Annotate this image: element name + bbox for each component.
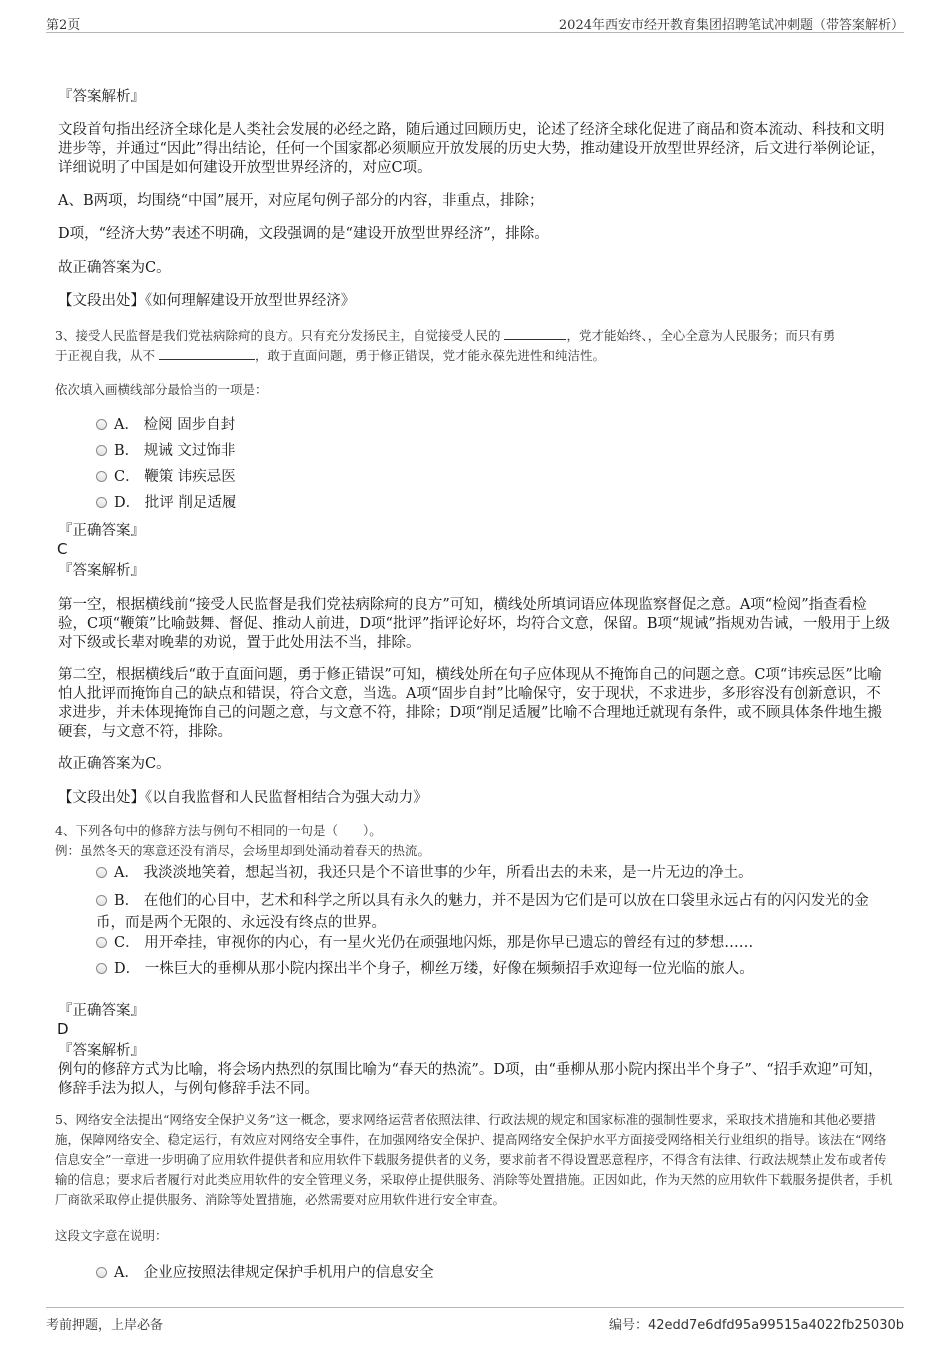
radio-icon[interactable] — [96, 419, 107, 430]
q5-prompt: 这段文字意在说明： — [55, 1228, 168, 1243]
q4-stem: 4、下列各句中的修辞方法与例句不相同的一句是（ ）。 — [55, 823, 382, 838]
q2-analysis-label: 『答案解析』 — [58, 89, 145, 105]
q3-analysis-p2: 第二空，根据横线后“敢于直面问题，勇于修正错误”可知，横线处所在句子应体现从不掩饰自己的问题之意。C项“讳疾忌医”比喻怕人批评而掩饰自己的缺点和错误，符合文意，当选。A项“固步自封”比喻保守，安于现状，不求进步，多形容没有创新意识，不求进步，并未体现掩饰自己的问题之意，与文意不符，排除；D项“削足适履”比喻不合理地迁就现有条件，或不顾具体条件地生搬硬套，与文意不符，排除。 — [58, 667, 882, 740]
radio-icon[interactable] — [96, 1267, 107, 1278]
q2-analysis-p3: D项，“经济大势”表述不明确，文段强调的是“建设开放型世界经济”，排除。 — [58, 226, 549, 242]
footer-slogan: 考前押题，上岸必备 — [46, 1318, 164, 1333]
radio-icon[interactable] — [96, 963, 107, 974]
q3-source: 【文段出处】《以自我监督和人民监督相结合为强大动力》 — [58, 790, 428, 806]
radio-icon[interactable] — [96, 867, 107, 878]
q2-answer-text: 故正确答案为C。 — [58, 260, 171, 276]
q3-stem: 3、接受人民监督是我们党祛病除疴的良方。只有充分发扬民主，自觉接受人民的 ，党才能始终、，全心全意为人民服务；而只有勇 于正视自我，从不 ，敢于直面问题，勇于修正错误，党才能永葆先进性和纯洁性。 — [55, 328, 836, 363]
q4-option-b[interactable]: B． 在他们的心目中，艺术和科学之所以具有永久的魅力，并不是因为它们是可以放在口袋里永远占有的闪闪发光的金币，而是两个无限的、永远没有终点的世界。 — [96, 893, 869, 931]
q3-option-a[interactable]: A． 检阅 固步自封 — [96, 414, 896, 436]
document-title: 2024年西安市经开教育集团招聘笔试冲刺题（带答案解析） — [558, 18, 904, 33]
q4-correct-label: 『正确答案』 — [58, 1003, 145, 1019]
q4-option-d[interactable]: D． 一株巨大的垂柳从那小院内探出半个身子，柳丝万缕，好像在频频招手欢迎每一位光临的旅人。 — [96, 958, 896, 980]
q4-example: 例：虽然冬天的寒意还没有消尽，会场里却到处涌动着春天的热流。 — [55, 843, 431, 858]
q3-prompt: 依次填入画横线部分最恰当的一项是： — [55, 382, 268, 397]
q3-option-b[interactable]: B． 规诫 文过饰非 — [96, 440, 896, 462]
blank-2 — [159, 347, 255, 360]
q3-correct-answer: C — [57, 540, 68, 558]
q4-analysis-p1: 例句的修辞方式为比喻，将会场内热烈的氛围比喻为“春天的热流”。D项，由“垂柳从那小院内探出半个身子”、“招手欢迎”可知，修辞手法为拟人，与例句修辞手法不同。 — [58, 1062, 883, 1097]
radio-icon[interactable] — [96, 895, 107, 906]
q4-correct-answer: D — [57, 1020, 69, 1038]
q3-option-d[interactable]: D． 批评 削足适履 — [96, 492, 896, 514]
radio-icon[interactable] — [96, 445, 107, 456]
q3-analysis-p1: 第一空，根据横线前“接受人民监督是我们党祛病除疴的良方”可知，横线处所填词语应体现监察督促之意。A项“检阅”指查看检验，C项“鞭策”比喻鼓舞、督促、推动人前进，D项“批评”指评论好坏，均符合文意，保留。B项“规诫”指规劝告诫，一般用于上级对下级或长辈对晚辈的劝说，置于此处用法不当，排除。 — [58, 597, 890, 651]
page-header — [46, 12, 904, 33]
blank-1 — [504, 327, 566, 340]
page-number: 第2页 — [46, 18, 81, 33]
q4-analysis-label: 『答案解析』 — [58, 1043, 145, 1059]
q3-option-c[interactable]: C． 鞭策 讳疾忌医 — [96, 466, 896, 488]
q3-correct-label: 『正确答案』 — [58, 523, 145, 539]
q2-source: 【文段出处】《如何理解建设开放型世界经济》 — [58, 293, 356, 309]
document-code: 编号：42edd7e6dfd95a99515a4022fb25030b — [608, 1318, 904, 1333]
q3-answer-text: 故正确答案为C。 — [58, 756, 171, 772]
page-footer — [46, 1307, 904, 1333]
q5-stem: 5、网络安全法提出“网络安全保护义务”这一概念，要求网络运营者依照法律、行政法规的规定和国家标准的强制性要求，采取技术措施和其他必要措施，保障网络安全、稳定运行，有效应对网络安全事件，在加强网络安全保护、提高网络安全保护水平方面接受网络相关行业组织的指导。该法在“网络信息安全”一章进一步明确了应用软件提供者和应用软件下载服务提供者的义务，要求前者不得设置恶意程序，不得含有法律、行政法规禁止发布或者传输的信息；要求后者履行对此类应用软件的安全管理义务，采取停止提供服务、消除等处置措施。正因如此，作为天然的应用软件下载服务提供者，手机厂商欲采取停止提供服务、消除等处置措施，必然需要对应用软件进行安全审查。 — [55, 1112, 893, 1207]
q4-option-a[interactable]: A． 我淡淡地笑着，想起当初，我还只是个不谙世事的少年，所看出去的未来，是一片无边的净土。 — [96, 862, 896, 884]
q2-analysis-p1: 文段首句指出经济全球化是人类社会发展的必经之路，随后通过回顾历史，论述了经济全球化促进了商品和资本流动、科技和文明进步等，并通过“因此”得出结论，任何一个国家都必须顺应开放发展的历史大势，推动建设开放型世界经济，后文进行举例论证，详细说明了中国是如何建设开放型世界经济的，对应C项。 — [58, 122, 885, 176]
q3-analysis-label: 『答案解析』 — [58, 563, 145, 579]
q4-option-c[interactable]: C． 用开牵挂，审视你的内心，有一星火光仍在顽强地闪烁，那是你早已遗忘的曾经有过的梦想…… — [96, 932, 896, 954]
radio-icon[interactable] — [96, 471, 107, 482]
q2-analysis-p2: A、B两项，均围绕“中国”展开，对应尾句例子部分的内容，非重点，排除； — [58, 193, 544, 209]
q5-option-a[interactable]: A． 企业应按照法律规定保护手机用户的信息安全 — [96, 1262, 896, 1284]
radio-icon[interactable] — [96, 497, 107, 508]
radio-icon[interactable] — [96, 937, 107, 948]
